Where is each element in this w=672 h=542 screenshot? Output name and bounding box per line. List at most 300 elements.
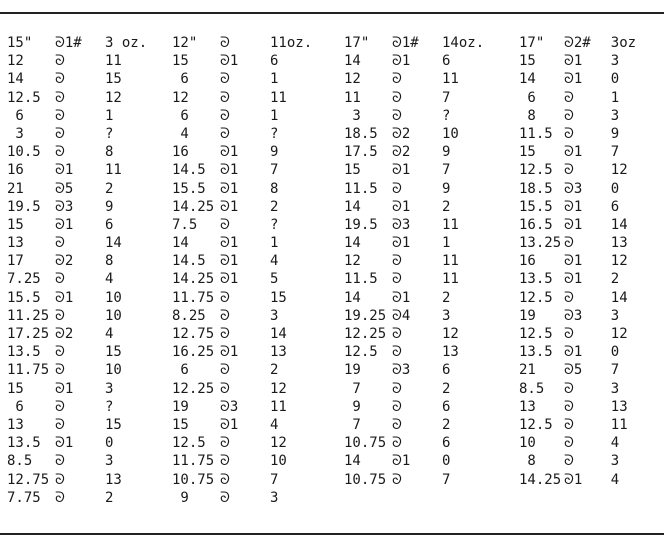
size-cell: 12 (344, 71, 361, 88)
size-cell: 17" (344, 35, 370, 51)
mark-cell: ᘐ (220, 435, 230, 452)
size-cell: 15 (172, 416, 189, 433)
weight-cell: ? (105, 125, 114, 142)
table-row (7, 361, 172, 379)
weight-cell: 9 (442, 180, 451, 197)
mark-cell: ᘐ (220, 362, 230, 379)
table-row (7, 325, 172, 343)
size-cell: 4 (172, 125, 189, 142)
table-row (172, 125, 344, 143)
table-row (344, 307, 519, 325)
size-cell: 12.5 (344, 344, 378, 361)
weight-cell: 4 (270, 416, 279, 433)
weight-cell: 4 (105, 271, 114, 288)
mark-cell: ᘐ (55, 235, 65, 252)
weight-cell: 5 (270, 271, 279, 288)
weight-cell: 9 (442, 144, 451, 161)
weight-cell: 3oz (610, 35, 637, 51)
size-cell: 13 (7, 235, 24, 252)
weight-cell: 12 (610, 326, 628, 342)
table-row (519, 361, 667, 379)
size-cell: 19.5 (344, 216, 378, 233)
weight-cell: 6 (442, 435, 451, 452)
weight-cell: 0 (610, 180, 620, 197)
weight-cell: 0 (610, 344, 620, 361)
table-row (7, 252, 172, 270)
table-row (7, 70, 172, 88)
size-cell: 18.5 (344, 125, 378, 142)
mark-cell: ᘐ (55, 362, 65, 379)
table-row (172, 270, 344, 288)
weight-cell: 6 (610, 198, 620, 215)
weight-cell: 4 (610, 435, 620, 452)
size-cell: 12.25 (344, 326, 387, 342)
size-cell: 11.75 (172, 453, 215, 470)
weight-cell: 14oz. (442, 35, 485, 51)
size-cell: 8 (519, 107, 536, 124)
weight-cell: 3 (270, 307, 279, 324)
weight-cell: 7 (442, 162, 451, 179)
mark-cell: ᘐ5 (563, 362, 583, 379)
weight-cell: 9 (105, 198, 114, 215)
weight-cell: 10 (105, 362, 122, 379)
table-row (344, 452, 519, 470)
table-row (519, 343, 667, 361)
table-row (344, 180, 519, 198)
table-row (344, 143, 519, 161)
mark-cell: ᘐ1 (220, 344, 239, 361)
mark-cell: ᘐ2 (392, 144, 411, 161)
weight-cell: 12 (610, 162, 628, 179)
weight-cell: 1 (610, 89, 620, 106)
size-cell: 15.5 (519, 198, 553, 215)
mark-cell: ᘐ (220, 35, 230, 51)
table-row (7, 398, 172, 416)
size-cell: 13 (519, 398, 536, 415)
mark-cell: ᘐ (55, 398, 65, 415)
weight-cell: 7 (442, 89, 451, 106)
size-cell: 11.25 (7, 307, 50, 324)
weight-cell: 6 (442, 362, 451, 379)
weight-cell: 10 (270, 453, 287, 470)
size-cell: 10.75 (344, 471, 387, 488)
size-cell: 15 (7, 216, 24, 233)
table-row (519, 143, 667, 161)
weight-cell: 7 (610, 362, 620, 379)
table-row (344, 252, 519, 270)
size-cell: 6 (7, 107, 24, 124)
size-cell: 15 (172, 53, 189, 70)
size-cell: 13.5 (7, 344, 41, 361)
weight-cell: 14 (610, 289, 628, 306)
size-cell: 14.25 (172, 198, 215, 215)
table-row (172, 361, 344, 379)
weight-cell: 3 (610, 453, 620, 470)
mark-cell: ᘐ (220, 307, 230, 324)
table-row (7, 125, 172, 143)
mark-cell: ᘐ (392, 180, 402, 197)
weight-cell: 11 (610, 416, 628, 433)
mark-cell: ᘐ1 (55, 435, 74, 452)
weight-cell: 2 (105, 489, 114, 506)
weight-cell: 10 (105, 289, 122, 306)
mark-cell: ᘐ (220, 289, 230, 306)
table-row (172, 52, 344, 70)
mark-cell: ᘐ2 (55, 326, 74, 342)
table-row (519, 216, 667, 234)
table-row (344, 471, 519, 489)
mark-cell: ᘐ (563, 435, 574, 452)
size-cell: 7.25 (7, 271, 41, 288)
weight-cell: 1 (270, 107, 279, 124)
mark-cell: ᘐ (392, 416, 402, 433)
mark-cell: ᘐ1 (220, 144, 239, 161)
weight-cell: 11 (442, 71, 459, 88)
weight-cell: 12 (105, 89, 122, 106)
table-row (344, 125, 519, 143)
weight-cell: 0 (105, 435, 114, 452)
mark-cell: ᘐ (563, 416, 574, 433)
table-row (172, 70, 344, 88)
table-row (7, 143, 172, 161)
weight-cell: 13 (270, 344, 287, 361)
size-cell: 14.25 (519, 471, 562, 488)
mark-cell: ᘐ1# (55, 35, 82, 51)
mark-cell: ᘐ (220, 89, 230, 106)
size-cell: 11.75 (7, 362, 50, 379)
size-cell: 12" (172, 35, 198, 51)
mark-cell: ᘐ (392, 271, 402, 288)
table-row (7, 452, 172, 470)
mark-cell: ᘐ (55, 271, 65, 288)
size-cell: 17" (519, 35, 545, 51)
column-group-3 (344, 34, 519, 507)
weight-cell: 14 (105, 235, 122, 252)
size-cell: 12.5 (519, 416, 553, 433)
size-cell: 14.5 (172, 162, 206, 179)
mark-cell: ᘐ1 (563, 471, 583, 488)
size-cell: 15.5 (172, 180, 206, 197)
mark-cell: ᘐ3 (392, 216, 411, 233)
table-row (7, 198, 172, 216)
weight-cell: 3 oz. (105, 35, 148, 51)
size-cell: 11 (344, 89, 361, 106)
table-row (519, 198, 667, 216)
mark-cell: ᘐ (563, 89, 574, 106)
table-row (519, 434, 667, 452)
mark-cell: ᘐ (392, 471, 402, 488)
mark-cell: ᘐ (392, 326, 402, 342)
size-cell: 8.25 (172, 307, 206, 324)
table-row (172, 252, 344, 270)
size-cell: 7 (344, 416, 361, 433)
weight-cell: 1 (105, 107, 114, 124)
table-row (172, 398, 344, 416)
mark-cell: ᘐ (220, 326, 230, 342)
size-cell: 12 (172, 89, 189, 106)
size-cell: 7.5 (172, 216, 198, 233)
table-row (344, 89, 519, 107)
table-row (344, 216, 519, 234)
table-row (519, 70, 667, 88)
mark-cell: ᘐ (55, 307, 65, 324)
size-cell: 19 (344, 362, 361, 379)
table-row (172, 489, 344, 507)
mark-cell: ᘐ1 (220, 198, 239, 215)
mark-cell: ᘐ (55, 144, 65, 161)
size-cell: 21 (519, 362, 536, 379)
table-row (7, 416, 172, 434)
weight-cell: 13 (610, 235, 628, 252)
weight-cell: 1 (442, 235, 451, 252)
table-row (519, 380, 667, 398)
table-row (172, 471, 344, 489)
size-cell: 15 (519, 53, 536, 70)
column-group-4 (519, 34, 667, 507)
size-cell: 12.5 (519, 162, 553, 179)
mark-cell: ᘐ1 (55, 162, 74, 179)
mark-cell: ᘐ1 (563, 271, 583, 288)
size-cell: 13.5 (519, 271, 553, 288)
size-cell: 13.5 (519, 344, 553, 361)
weight-cell: 7 (442, 471, 451, 488)
table-row (344, 70, 519, 88)
size-cell: 6 (7, 398, 24, 415)
weight-cell: 2 (442, 198, 451, 215)
mark-cell: ᘐ (563, 326, 574, 342)
mark-cell: ᘐ (220, 489, 230, 506)
weight-cell: 11 (442, 216, 459, 233)
mark-cell: ᘐ1# (392, 35, 419, 51)
size-cell: 19 (519, 307, 536, 324)
size-cell: 12.75 (172, 326, 215, 342)
mark-cell: ᘐ (55, 416, 65, 433)
table-row (7, 380, 172, 398)
size-cell: 12.5 (519, 326, 553, 342)
table-row (519, 471, 667, 489)
mark-cell: ᘐ2 (55, 253, 74, 270)
mark-cell: ᘐ (392, 89, 402, 106)
table-row (519, 289, 667, 307)
group-header (344, 34, 519, 52)
weight-cell: 10 (105, 307, 122, 324)
mark-cell: ᘐ (55, 89, 65, 106)
size-cell: 12.5 (7, 89, 41, 106)
weight-cell: 7 (270, 162, 279, 179)
weight-cell: 12 (270, 435, 287, 452)
mark-cell: ᘐ1 (55, 289, 74, 306)
mark-cell: ᘐ1 (563, 53, 583, 70)
mark-cell: ᘐ2 (392, 125, 411, 142)
size-cell: 9 (172, 489, 189, 506)
size-cell: 10.75 (172, 471, 215, 488)
data-table (7, 34, 667, 507)
mark-cell: ᘐ (563, 398, 574, 415)
table-row (344, 398, 519, 416)
table-row (172, 416, 344, 434)
mark-cell: ᘐ (220, 125, 230, 142)
weight-cell: 13 (610, 398, 628, 415)
mark-cell: ᘐ (55, 53, 65, 70)
weight-cell: 13 (105, 471, 122, 488)
mark-cell: ᘐ3 (392, 362, 411, 379)
size-cell: 14 (7, 71, 24, 88)
table-row (344, 343, 519, 361)
mark-cell: ᘐ1 (392, 162, 411, 179)
table-row (172, 143, 344, 161)
size-cell: 13 (7, 416, 24, 433)
bottom-rule (0, 533, 664, 535)
size-cell: 16 (172, 144, 189, 161)
size-cell: 12.75 (7, 471, 50, 488)
size-cell: 15 (344, 162, 361, 179)
weight-cell: 13 (442, 344, 459, 361)
table-row (519, 416, 667, 434)
size-cell: 16.5 (519, 216, 553, 233)
mark-cell: ᘐ4 (392, 307, 411, 324)
weight-cell: 3 (270, 489, 279, 506)
mark-cell: ᘐ (55, 125, 65, 142)
weight-cell: 9 (610, 125, 620, 142)
weight-cell: 11 (105, 162, 122, 179)
mark-cell: ᘐ1 (220, 180, 239, 197)
weight-cell: ? (105, 398, 114, 415)
weight-cell: 6 (442, 398, 451, 415)
size-cell: 13.5 (7, 435, 41, 452)
weight-cell: 6 (442, 53, 451, 70)
weight-cell: 10 (442, 125, 459, 142)
weight-cell: 4 (610, 471, 620, 488)
table-row (7, 234, 172, 252)
mark-cell: ᘐ1 (563, 71, 583, 88)
weight-cell: 2 (270, 198, 279, 215)
size-cell: 10.5 (7, 144, 41, 161)
weight-cell: 14 (270, 326, 287, 342)
weight-cell: 3 (105, 453, 114, 470)
mark-cell: ᘐ3 (563, 180, 583, 197)
mark-cell: ᘐ (55, 344, 65, 361)
table-row (172, 452, 344, 470)
weight-cell: 11 (105, 53, 122, 70)
group-header (519, 34, 667, 52)
weight-cell: 15 (105, 344, 122, 361)
table-row (519, 252, 667, 270)
table-row (519, 125, 667, 143)
size-cell: 12 (7, 53, 24, 70)
mark-cell: ᘐ1 (563, 216, 583, 233)
size-cell: 11.5 (519, 125, 553, 142)
size-cell: 8.5 (519, 380, 545, 397)
size-cell: 15.5 (7, 289, 41, 306)
size-cell: 19.25 (344, 307, 387, 324)
mark-cell: ᘐ1 (563, 198, 583, 215)
table-row (7, 343, 172, 361)
table-row (519, 452, 667, 470)
table-row (519, 398, 667, 416)
table-row (172, 161, 344, 179)
table-row (172, 325, 344, 343)
size-cell: 14 (519, 71, 536, 88)
table-row (519, 270, 667, 288)
weight-cell: 8 (270, 180, 279, 197)
size-cell: 8.5 (7, 453, 33, 470)
weight-cell: 4 (270, 253, 279, 270)
size-cell: 12.25 (172, 380, 215, 397)
table-row (344, 198, 519, 216)
table-row (7, 434, 172, 452)
table-row (172, 434, 344, 452)
mark-cell: ᘐ1 (392, 198, 411, 215)
table-row (519, 180, 667, 198)
size-cell: 6 (172, 71, 189, 88)
weight-cell: 3 (442, 307, 451, 324)
table-row (344, 161, 519, 179)
table-row (7, 270, 172, 288)
table-row (7, 216, 172, 234)
weight-cell: ? (270, 216, 279, 233)
size-cell: 14 (344, 53, 361, 70)
weight-cell: 8 (105, 144, 114, 161)
table-row (344, 52, 519, 70)
weight-cell: 12 (610, 253, 628, 270)
mark-cell: ᘐ1 (392, 453, 411, 470)
mark-cell: ᘐ5 (55, 180, 74, 197)
weight-cell: 12 (270, 380, 287, 397)
weight-cell: 3 (610, 307, 620, 324)
mark-cell: ᘐ (563, 380, 574, 397)
table-row (519, 89, 667, 107)
table-row (7, 52, 172, 70)
size-cell: 12.5 (519, 289, 553, 306)
mark-cell: ᘐ (392, 344, 402, 361)
size-cell: 14 (172, 235, 189, 252)
size-cell: 14 (344, 235, 361, 252)
weight-cell: 1 (270, 235, 279, 252)
table-row (519, 107, 667, 125)
table-row (344, 289, 519, 307)
table-row (7, 180, 172, 198)
weight-cell: 3 (610, 107, 620, 124)
size-cell: 14 (344, 453, 361, 470)
size-cell: 11.5 (344, 271, 378, 288)
mark-cell: ᘐ3 (55, 198, 74, 215)
weight-cell: 2 (610, 271, 620, 288)
size-cell: 17.5 (344, 144, 378, 161)
size-cell: 10 (519, 435, 536, 452)
size-cell: 19.5 (7, 198, 41, 215)
table-row (344, 107, 519, 125)
size-cell: 15 (519, 144, 536, 161)
mark-cell: ᘐ (220, 471, 230, 488)
mark-cell: ᘐ (220, 453, 230, 470)
mark-cell: ᘐ (392, 398, 402, 415)
mark-cell: ᘐ3 (220, 398, 239, 415)
table-row (7, 307, 172, 325)
table-row (172, 180, 344, 198)
size-cell: 10.75 (344, 435, 387, 452)
table-row (344, 361, 519, 379)
mark-cell: ᘐ1 (220, 253, 239, 270)
weight-cell: 2 (442, 416, 451, 433)
weight-cell: 3 (610, 380, 620, 397)
table-row (7, 107, 172, 125)
weight-cell: 7 (610, 144, 620, 161)
weight-cell: 0 (610, 71, 620, 88)
mark-cell: ᘐ (220, 216, 230, 233)
weight-cell: 6 (105, 216, 114, 233)
mark-cell: ᘐ (392, 107, 402, 124)
weight-cell: 11 (270, 398, 287, 415)
